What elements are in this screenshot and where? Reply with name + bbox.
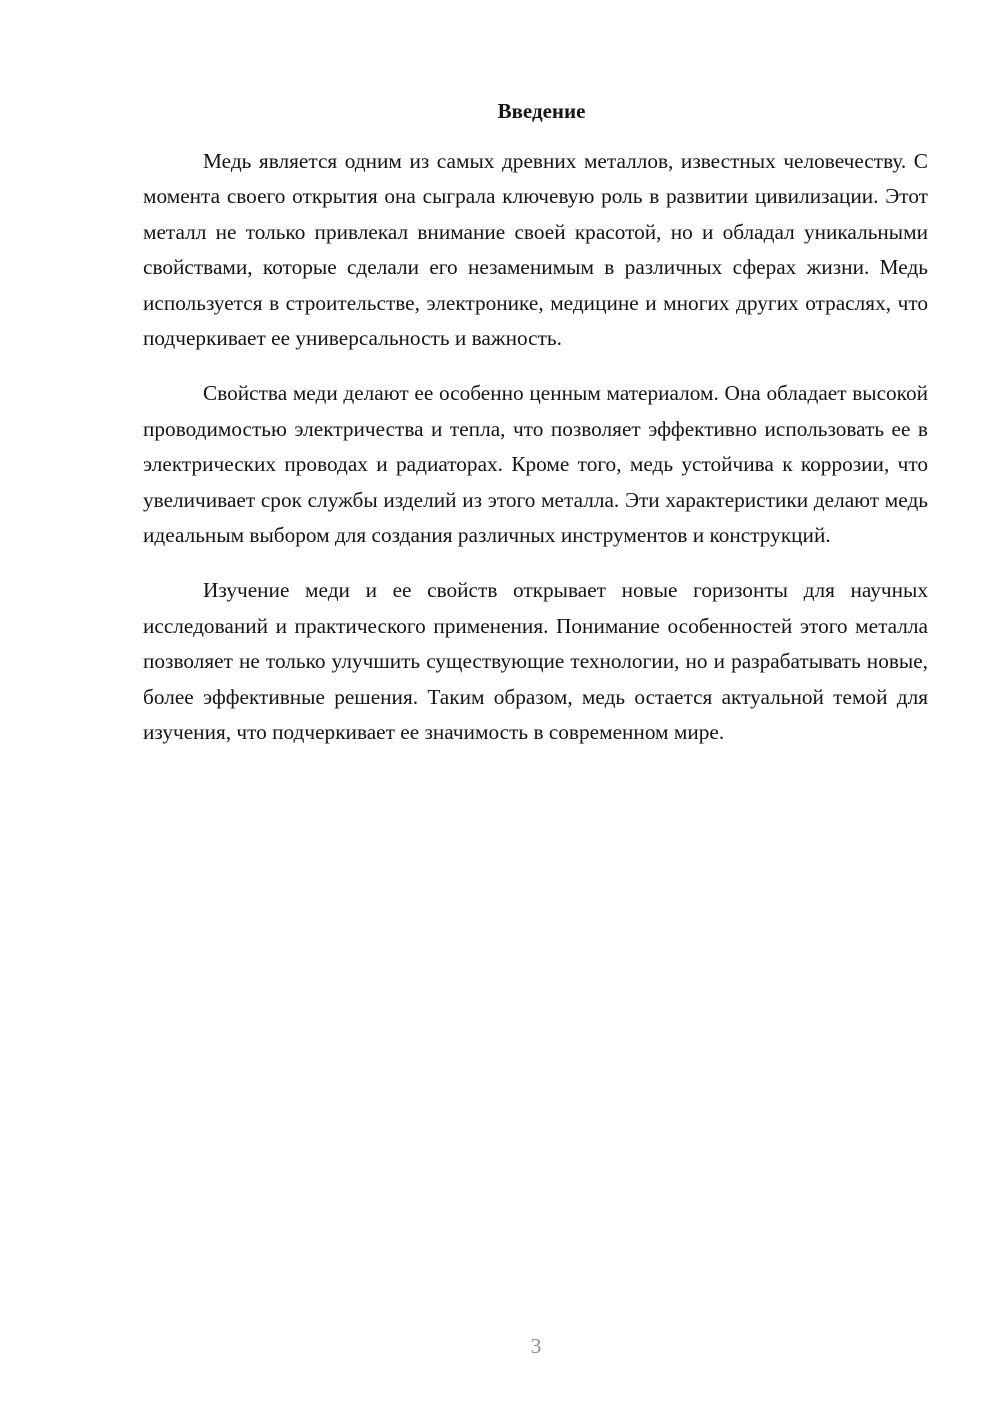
page-content	[143, 96, 928, 771]
paragraph-1: Медь является одним из самых древних металлов, известных человечеству. С момента своего открытия она сыграла ключевую роль в развитии цивилизации. Этот металл не только привлекал внимание своей красотой, но и обладал уникальными свойствами, которые сделали его незаменимым в различных сферах жизни. Медь используется в строительстве, электронике, медицине и многих других отраслях, что подчеркивает ее универсальность и важность.	[143, 149, 928, 351]
paragraph-2: Свойства меди делают ее особенно ценным материалом. Она обладает высокой проводимостью электричества и тепла, что позволяет эффективно использовать ее в электрических проводах и радиаторах. Кроме того, медь устойчива к коррозии, что увеличивает срок службы изделий из этого металла. Эти характеристики делают медь идеальным выбором для создания различных инструментов и конструкций.	[143, 381, 928, 548]
section-heading: Введение	[497, 99, 586, 123]
page-number: 3	[530, 1334, 542, 1358]
paragraph-3: Изучение меди и ее свойств открывает новые горизонты для научных исследований и практического применения. Понимание особенностей этого металла позволяет не только улучшить существующие технологии, но и разрабатывать новые, более эффективные решения. Таким образом, медь остается актуальной темой для изучения, что подчеркивает ее значимость в современном мире.	[143, 578, 928, 745]
